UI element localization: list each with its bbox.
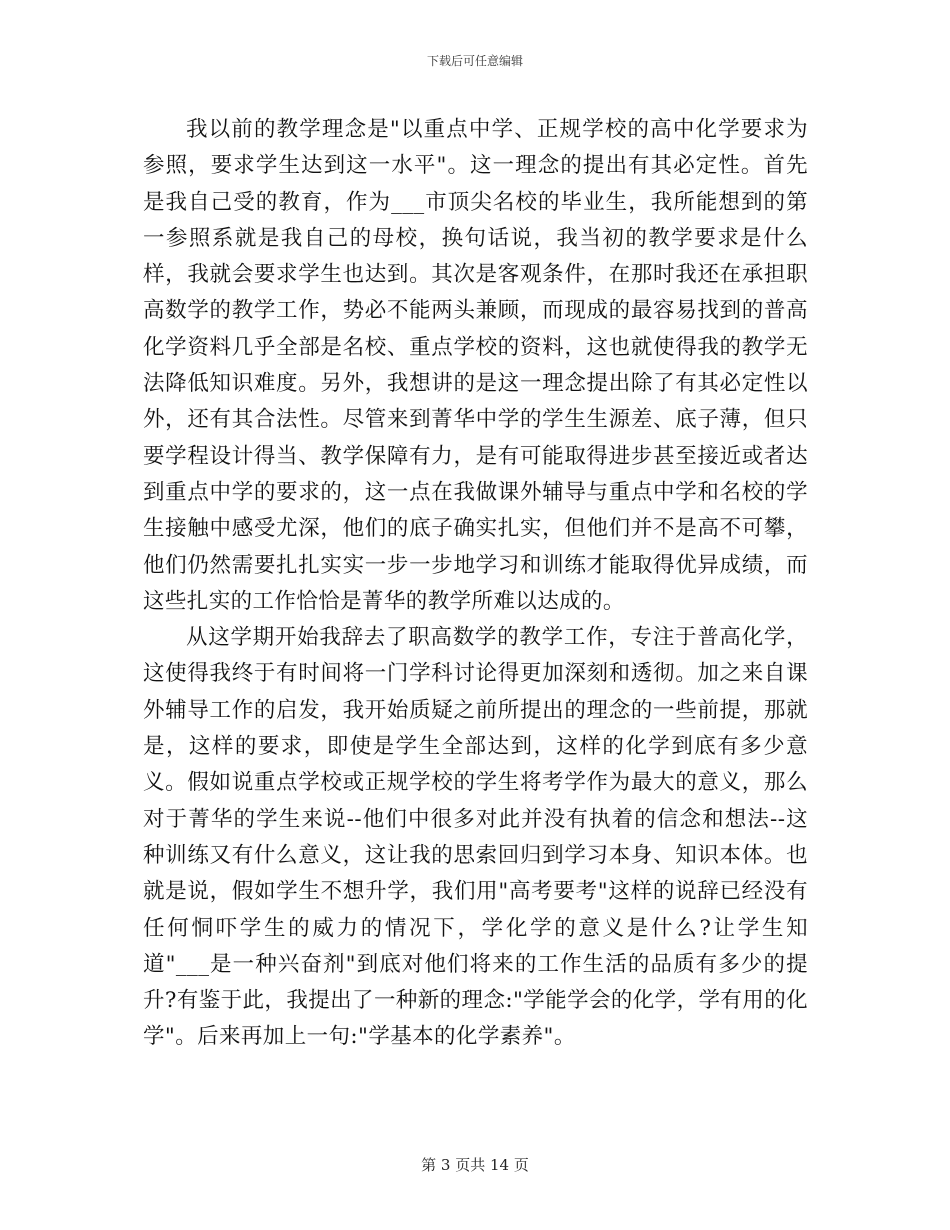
page-number-footer: 第 3 页共 14 页 (421, 1156, 529, 1174)
paragraph-1: 我以前的教学理念是"以重点中学、正规学校的高中化学要求为参照，要求学生达到这一水平"。这一理念的提出有其必定性。首先是我自己受的教育，作为___市顶尖名校的毕业生，我所能想到的第一参照系就是我自己的母校，换句话说，我当初的教学要求是什么样，我就会要求学生也达到。其次是客观条件，在那时我还在承担职高数学的教学工作，势必不能两头兼顾，而现成的最容易找到的普高化学资料几乎全部是名校、重点学校的资料，这也就使得我的教学无法降低知识难度。另外，我想讲的是这一理念提出除了有其必定性以外，还有其合法性。尽管来到菁华中学的学生生源差、底子薄，但只要学程设计得当、教学保障有力，是有可能取得进步甚至接近或者达到重点中学的要求的，这一点在我做课外辅导与重点中学和名校的学生接触中感受尤深，他们的底子确实扎实，但他们并不是高不可攀，他们仍然需要扎扎实实一步一步地学习和训练才能取得优异成绩，而这些扎实的工作恰恰是菁华的教学所难以达成的。 (143, 117, 808, 614)
paragraph-2: 从这学期开始我辞去了职高数学的教学工作，专注于普高化学，这使得我终于有时间将一门学科讨论得更加深刻和透彻。加之来自课外辅导工作的启发，我开始质疑之前所提出的理念的一些前提，那就是，这样的要求，即使是学生全部达到，这样的化学到底有多少意义。假如说重点学校或正规学校的学生将考学作为最大的意义，那么对于菁华的学生来说--他们中很多对此并没有执着的信念和想法--这种训练又有什么意义，这让我的思索回归到学习本身、知识本体。也就是说，假如学生不想升学，我们用"高考要考"这样的说辞已经没有任何恫吓学生的威力的情况下，学化学的意义是什么?让学生知道"___是一种兴奋剂"到底对他们将来的工作生活的品质有多少的提升?有鉴于此，我提出了一种新的理念:"学能学会的化学，学有用的化学"。后来再加上一句:"学基本的化学素养"。 (143, 625, 808, 1050)
document-body (143, 112, 808, 1056)
page-header-note: 下载后可任意编辑 (426, 54, 523, 68)
